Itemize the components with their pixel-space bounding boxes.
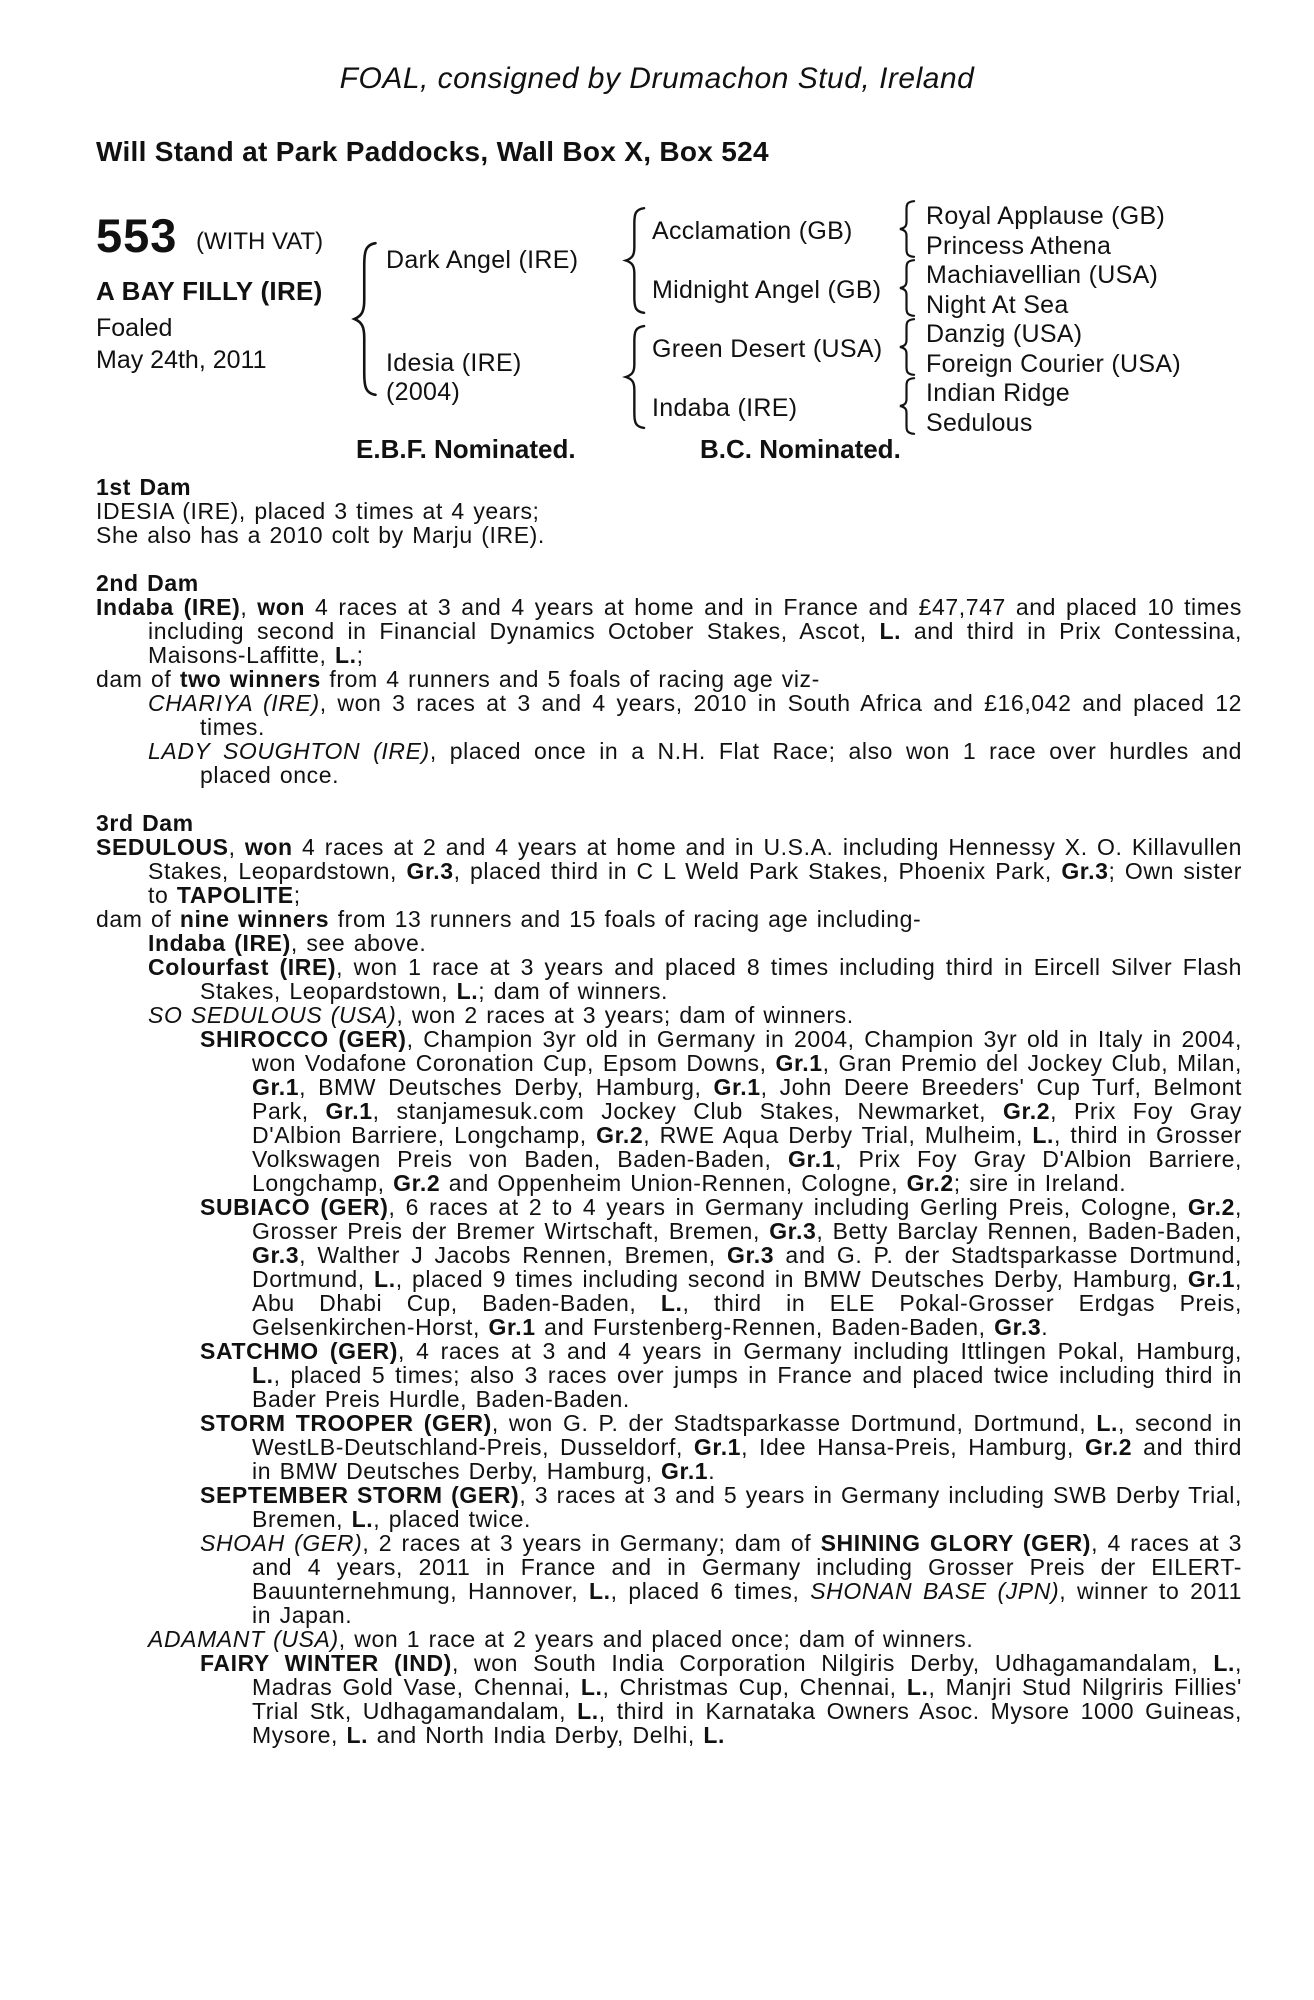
- curly-brace-icon: [897, 377, 917, 435]
- curly-brace-icon: [897, 318, 917, 376]
- lot-number: 553: [96, 209, 178, 262]
- consignor-header: FOAL, consigned by Drumachon Stud, Ireland: [339, 62, 975, 95]
- produce-record-lady-soughton: LADY SOUGHTON (IRE), placed once in a N.H. Flat Race; also won 1 race over hurdles and placed once.: [148, 738, 1242, 788]
- ancestor-name-8: Sedulous: [926, 409, 1033, 437]
- ancestor-name-7: Indian Ridge: [926, 379, 1070, 407]
- produce-record-storm-trooper: STORM TROOPER (GER), won G. P. der Stadtsparkasse Dortmund, Dortmund, L., second in WestLB-Deutschland-Preis, Dusseldorf, Gr.1, Idee Hansa-Preis, Hamburg, Gr.2 and third in BMW Deutsches Derby, Hamburg, Gr.1.: [200, 1410, 1242, 1484]
- curly-brace-icon: [622, 324, 648, 430]
- produce-record-indaba: Indaba (IRE), see above.: [148, 930, 427, 956]
- produce-record-satchmo: SATCHMO (GER), 4 races at 3 and 4 years in Germany including Ittlingen Pokal, Hamburg, L., placed 5 times; also 3 races over jumps in France and placed twice including third in Bader Preis Hurdle, Baden-Baden.: [200, 1338, 1242, 1412]
- bc-nominated-label: B.C. Nominated.: [700, 434, 901, 464]
- ancestor-name-4: Night At Sea: [926, 291, 1069, 319]
- produce-record-september-storm: SEPTEMBER STORM (GER), 3 races at 3 and 5 years in Germany including SWB Derby Trial, Bremen, L., placed twice.: [200, 1482, 1242, 1532]
- vat-note: (WITH VAT): [196, 228, 324, 255]
- third-dam-produce-summary: dam of nine winners from 13 runners and 15 foals of racing age including-: [96, 906, 922, 932]
- curly-brace-icon: [897, 200, 917, 258]
- dam-year: (2004): [386, 378, 461, 406]
- produce-record-subiaco: SUBIACO (GER), 6 races at 2 to 4 years in Germany including Gerling Preis, Cologne, Gr.2, Grosser Preis der Bremer Wirtschaft, Bremen, Gr.3, Betty Barclay Rennen, Baden-Baden, Gr.3, Walther J Jacobs Rennen, Bremen, Gr.3 and G. P. der Stadtsparkasse Dortmund, Dortmund, L., placed 9 times including second in BMW Deutsches Derby, Hamburg, Gr.1, Abu Dhabi Cup, Baden-Baden, L., third in ELE Pokal-Grosser Erdgas Preis, Gelsenkirchen-Horst, Gr.1 and Furstenberg-Rennen, Baden-Baden, Gr.3.: [200, 1194, 1242, 1340]
- second-dam-produce-summary: dam of two winners from 4 runners and 5 foals of racing age viz-: [96, 666, 820, 692]
- ancestor-name-5: Danzig (USA): [926, 320, 1083, 348]
- ancestor-name-2: Princess Athena: [926, 232, 1112, 260]
- foaled-label: Foaled: [96, 314, 173, 342]
- stand-location-line: Will Stand at Park Paddocks, Wall Box X, Box 524: [96, 136, 769, 167]
- ancestor-name-1: Royal Applause (GB): [926, 202, 1166, 230]
- curly-brace-icon: [897, 259, 917, 317]
- curly-brace-icon: [622, 206, 648, 315]
- sire-dam-name: Midnight Angel (GB): [652, 276, 882, 304]
- sire-sire-name: Acclamation (GB): [652, 217, 853, 245]
- first-dam-race-record: IDESIA (IRE), placed 3 times at 4 years;: [96, 498, 540, 524]
- produce-record-colourfast: Colourfast (IRE), won 1 race at 3 years and placed 8 times including third in Eircell Silver Flash Stakes, Leopardstown, L.; dam of winners.: [148, 954, 1242, 1004]
- lot-description: A BAY FILLY (IRE): [96, 276, 323, 306]
- dam-sire-name: Green Desert (USA): [652, 335, 883, 363]
- sire-name: Dark Angel (IRE): [386, 246, 579, 274]
- produce-record-adamant: ADAMANT (USA), won 1 race at 2 years and placed once; dam of winners.: [148, 1626, 974, 1652]
- dam-dam-name: Indaba (IRE): [652, 394, 798, 422]
- ancestor-name-3: Machiavellian (USA): [926, 261, 1159, 289]
- pedigree-text-body: [96, 475, 1242, 1747]
- third-dam-heading: 3rd Dam: [96, 810, 194, 836]
- produce-record-so-sedulous: SO SEDULOUS (USA), won 2 races at 3 years; dam of winners.: [148, 1002, 854, 1028]
- produce-record-shoah: SHOAH (GER), 2 races at 3 years in Germany; dam of SHINING GLORY (GER), 4 races at 3 and 4 years, 2011 in France and in Germany including Grosser Preis der EILERT-Bauunternehmung, Hannover, L., placed 6 times, SHONAN BASE (JPN), winner to 2011 in Japan.: [200, 1530, 1242, 1628]
- dam-name: Idesia (IRE): [386, 349, 522, 377]
- second-dam-race-record: Indaba (IRE), won 4 races at 3 and 4 years at home and in France and £47,747 and placed 10 times including second in Financial Dynamics October Stakes, Ascot, L. and third in Prix Contessina, Maisons-Laffitte, L.;: [96, 594, 1243, 668]
- foaled-date: May 24th, 2011: [96, 346, 267, 374]
- third-dam-race-record: SEDULOUS, won 4 races at 2 and 4 years at home and in U.S.A. including Hennessy X. O. Killavullen Stakes, Leopardstown, Gr.3, placed third in C L Weld Park Stakes, Phoenix Park, Gr.3; Own sister to TAPOLITE;: [96, 834, 1243, 908]
- first-dam-produce-note: She also has a 2010 colt by Marju (IRE).: [96, 522, 545, 548]
- produce-record-fairy-winter: FAIRY WINTER (IND), won South India Corporation Nilgiris Derby, Udhagamandalam, L., Madras Gold Vase, Chennai, L., Christmas Cup, Chennai, L., Manjri Stud Nilgriris Fillies' Trial Stk, Udhagamandalam, L., third in Karnataka Owners Asoc. Mysore 1000 Guineas, Mysore, L. and North India Derby, Delhi, L.: [200, 1650, 1243, 1748]
- second-dam-heading: 2nd Dam: [96, 570, 199, 596]
- produce-record-chariya: CHARIYA (IRE), won 3 races at 3 and 4 years, 2010 in South Africa and £16,042 and placed 12 times.: [148, 690, 1242, 740]
- curly-brace-icon: [350, 240, 380, 398]
- first-dam-heading: 1st Dam: [96, 474, 192, 500]
- ancestor-name-6: Foreign Courier (USA): [926, 350, 1181, 378]
- produce-record-shirocco: SHIROCCO (GER), Champion 3yr old in Germany in 2004, Champion 3yr old in Italy in 2004, won Vodafone Coronation Cup, Epsom Downs, Gr.1, Gran Premio del Jockey Club, Milan, Gr.1, BMW Deutsches Derby, Hamburg, Gr.1, John Deere Breeders' Cup Turf, Belmont Park, Gr.1, stanjamesuk.com Jockey Club Stakes, Newmarket, Gr.2, Prix Foy Gray D'Albion Barriere, Longchamp, Gr.2, RWE Aqua Derby Trial, Mulheim, L., third in Grosser Volkswagen Preis von Baden, Baden-Baden, Gr.1, Prix Foy Gray D'Albion Barriere, Longchamp, Gr.2 and Oppenheim Union-Rennen, Cologne, Gr.2; sire in Ireland.: [200, 1026, 1243, 1196]
- ebf-nominated-label: E.B.F. Nominated.: [356, 434, 576, 464]
